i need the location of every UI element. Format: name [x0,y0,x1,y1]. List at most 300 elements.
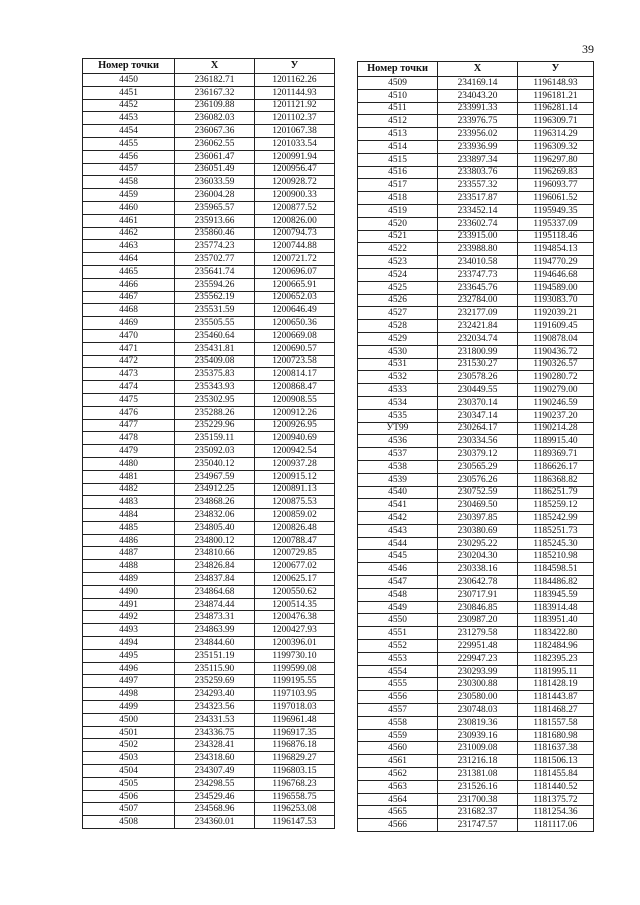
table-row [358,77,594,90]
x-coordinate-cell: 235702.77 [175,253,255,266]
point-number-cell: 4563 [358,780,438,793]
x-coordinate-cell: 235594.26 [175,278,255,291]
x-coordinate-cell: 235040.12 [175,457,255,470]
point-number-cell: 4472 [83,355,175,368]
x-coordinate-cell: 230846.85 [438,601,518,614]
x-coordinate-cell: 235409.08 [175,355,255,368]
x-coordinate-cell: 235259.69 [175,675,255,688]
point-number-cell: 4566 [358,819,438,832]
y-coordinate-cell: 1200476.38 [255,611,335,624]
point-number-cell: 4543 [358,524,438,537]
x-coordinate-cell: 233645.76 [438,281,518,294]
table-row [358,204,594,217]
x-coordinate-cell: 230580.00 [438,691,518,704]
point-number-cell: 4490 [83,585,175,598]
point-number-cell: 4534 [358,396,438,409]
x-coordinate-cell: 234837.84 [175,573,255,586]
x-coordinate-cell: 236167.32 [175,86,255,99]
y-coordinate-cell: 1200677.02 [255,560,335,573]
table-row [358,486,594,499]
y-coordinate-cell: 1200690.57 [255,342,335,355]
table-row [358,281,594,294]
table-row [83,739,335,752]
x-coordinate-cell: 230449.55 [438,384,518,397]
header-point-number: Номер точки [358,62,438,77]
point-number-cell: 4463 [83,240,175,253]
y-coordinate-cell: 1193083.70 [518,294,594,307]
point-number-cell: 4485 [83,521,175,534]
table-row [83,483,335,496]
x-coordinate-cell: 230295.22 [438,537,518,550]
y-coordinate-cell: 1200744.88 [255,240,335,253]
y-coordinate-cell: 1200669.08 [255,329,335,342]
point-number-cell: 4467 [83,291,175,304]
x-coordinate-cell: 235288.26 [175,406,255,419]
table-row [83,227,335,240]
table-row [358,115,594,128]
point-number-cell: 4455 [83,137,175,150]
x-coordinate-cell: 234360.01 [175,816,255,829]
point-number-cell: 4504 [83,765,175,778]
y-coordinate-cell: 1183914.48 [518,601,594,614]
x-coordinate-cell: 234529.46 [175,790,255,803]
table-row [83,342,335,355]
point-number-cell: 4517 [358,179,438,192]
point-number-cell: 4532 [358,371,438,384]
table-row [358,345,594,358]
table-row [358,396,594,409]
x-coordinate-cell: 231682.37 [438,806,518,819]
table-row [358,320,594,333]
y-coordinate-cell: 1195337.09 [518,217,594,230]
point-number-cell: 4482 [83,483,175,496]
y-coordinate-cell: 1199195.55 [255,675,335,688]
point-number-cell: 4468 [83,304,175,317]
table-row [358,665,594,678]
x-coordinate-cell: 235375.83 [175,368,255,381]
table-row [83,662,335,675]
x-coordinate-cell: 230748.03 [438,704,518,717]
table-row [83,790,335,803]
x-coordinate-cell: 230642.78 [438,576,518,589]
table-row [83,112,335,125]
table-row [83,406,335,419]
table-row [358,614,594,627]
x-coordinate-cell: 236062.55 [175,137,255,150]
x-coordinate-cell: 234010.58 [438,256,518,269]
y-coordinate-cell: 1194854.13 [518,243,594,256]
y-coordinate-cell: 1195118.46 [518,230,594,243]
table-row [83,521,335,534]
y-coordinate-cell: 1181637.38 [518,742,594,755]
table-row [83,125,335,138]
x-coordinate-cell: 230987.20 [438,614,518,627]
point-number-cell: 4462 [83,227,175,240]
y-coordinate-cell: 1196961.48 [255,713,335,726]
table-row [83,534,335,547]
point-number-cell: 4552 [358,640,438,653]
point-number-cell: 4481 [83,470,175,483]
table-row [358,563,594,576]
point-number-cell: 4549 [358,601,438,614]
y-coordinate-cell: 1190214.28 [518,422,594,435]
y-coordinate-cell: 1200859.02 [255,509,335,522]
x-coordinate-cell: 234043.20 [438,89,518,102]
table-row [83,573,335,586]
point-number-cell: 4548 [358,588,438,601]
x-coordinate-cell: 231279.58 [438,627,518,640]
header-point-number: Номер точки [83,59,175,74]
table-row [83,624,335,637]
table-row [358,153,594,166]
point-number-cell: 4557 [358,704,438,717]
y-coordinate-cell: 1200912.26 [255,406,335,419]
y-coordinate-cell: 1196309.32 [518,140,594,153]
x-coordinate-cell: 230578.26 [438,371,518,384]
y-coordinate-cell: 1194589.00 [518,281,594,294]
x-coordinate-cell: 230819.36 [438,716,518,729]
x-coordinate-cell: 230204.30 [438,550,518,563]
x-coordinate-cell: 236109.88 [175,99,255,112]
table-row [83,419,335,432]
coordinates-table-right [357,61,594,832]
x-coordinate-cell: 236182.71 [175,74,255,87]
table-row [83,189,335,202]
x-coordinate-cell: 229947.23 [438,652,518,665]
table-row [83,675,335,688]
point-number-cell: 4456 [83,150,175,163]
table-row [83,701,335,714]
y-coordinate-cell: 1200794.73 [255,227,335,240]
x-coordinate-cell: 235092.03 [175,445,255,458]
point-number-cell: 4452 [83,99,175,112]
y-coordinate-cell: 1196061.52 [518,192,594,205]
y-coordinate-cell: 1182484.96 [518,640,594,653]
table-row [358,179,594,192]
table-row [358,537,594,550]
x-coordinate-cell: 231800.99 [438,345,518,358]
y-coordinate-cell: 1196314.29 [518,128,594,141]
table-header-row [358,62,594,77]
table-row [83,598,335,611]
table-row [358,588,594,601]
y-coordinate-cell: 1185210.98 [518,550,594,563]
x-coordinate-cell: 230347.14 [438,409,518,422]
x-coordinate-cell: 230939.16 [438,729,518,742]
x-coordinate-cell: 230300.88 [438,678,518,691]
y-coordinate-cell: 1185245.30 [518,537,594,550]
y-coordinate-cell: 1200625.17 [255,573,335,586]
y-coordinate-cell: 1196558.75 [255,790,335,803]
x-coordinate-cell: 236004.28 [175,189,255,202]
table-row [358,819,594,832]
y-coordinate-cell: 1190279.00 [518,384,594,397]
y-coordinate-cell: 1185242.99 [518,512,594,525]
point-number-cell: 4465 [83,265,175,278]
y-coordinate-cell: 1183422.80 [518,627,594,640]
y-coordinate-cell: 1183945.59 [518,588,594,601]
point-number-cell: 4561 [358,755,438,768]
table-row [358,140,594,153]
x-coordinate-cell: 234864.68 [175,585,255,598]
table-row [358,371,594,384]
x-coordinate-cell: 233747.73 [438,268,518,281]
table-row [358,89,594,102]
y-coordinate-cell: 1196917.35 [255,726,335,739]
point-number-cell: 4535 [358,409,438,422]
table-row [83,150,335,163]
point-number-cell: 4450 [83,74,175,87]
point-number-cell: 4516 [358,166,438,179]
table-row [83,137,335,150]
x-coordinate-cell: 234810.66 [175,547,255,560]
table-row [83,816,335,829]
x-coordinate-cell: 230397.85 [438,512,518,525]
y-coordinate-cell: 1200814.17 [255,368,335,381]
point-number-cell: 4479 [83,445,175,458]
y-coordinate-cell: 1183951.40 [518,614,594,627]
point-number-cell: 4522 [358,243,438,256]
point-number-cell: 4457 [83,163,175,176]
x-coordinate-cell: 233557.32 [438,179,518,192]
point-number-cell: 4474 [83,381,175,394]
y-coordinate-cell: 1184598.51 [518,563,594,576]
header-y: У [518,62,594,77]
y-coordinate-cell: 1201102.37 [255,112,335,125]
point-number-cell: 4475 [83,393,175,406]
point-number-cell: 4523 [358,256,438,269]
table-row [358,627,594,640]
y-coordinate-cell: 1200646.49 [255,304,335,317]
table-row [83,74,335,87]
point-number-cell: 4547 [358,576,438,589]
table-row [83,752,335,765]
table-row [358,793,594,806]
table-row [83,86,335,99]
y-coordinate-cell: 1201067.38 [255,125,335,138]
x-coordinate-cell: 234328.41 [175,739,255,752]
x-coordinate-cell: 234826.84 [175,560,255,573]
x-coordinate-cell: 231216.18 [438,755,518,768]
point-number-cell: 4493 [83,624,175,637]
x-coordinate-cell: 236067.36 [175,125,255,138]
table-row [358,422,594,435]
point-number-cell: 4541 [358,499,438,512]
table-row [358,294,594,307]
y-coordinate-cell: 1186626.17 [518,460,594,473]
table-header-row [83,59,335,74]
point-number-cell: 4487 [83,547,175,560]
x-coordinate-cell: 231009.08 [438,742,518,755]
point-number-cell: 4483 [83,496,175,509]
x-coordinate-cell: 229951.48 [438,640,518,653]
y-coordinate-cell: 1201162.26 [255,74,335,87]
table-row [83,163,335,176]
point-number-cell: 4545 [358,550,438,563]
x-coordinate-cell: 234336.75 [175,726,255,739]
x-coordinate-cell: 232177.09 [438,307,518,320]
y-coordinate-cell: 1190326.57 [518,358,594,371]
table-row [358,460,594,473]
table-row [358,268,594,281]
point-number-cell: 4528 [358,320,438,333]
table-row [358,601,594,614]
y-coordinate-cell: 1196148.93 [518,77,594,90]
x-coordinate-cell: 234568.96 [175,803,255,816]
table-row [358,652,594,665]
header-x: X [438,62,518,77]
table-row [358,512,594,525]
header-y: У [255,59,335,74]
table-row [83,470,335,483]
x-coordinate-cell: 235431.81 [175,342,255,355]
point-number-cell: 4527 [358,307,438,320]
x-coordinate-cell: 232034.74 [438,332,518,345]
point-number-cell: 4494 [83,637,175,650]
header-x: X [175,59,255,74]
x-coordinate-cell: 234307.49 [175,765,255,778]
x-coordinate-cell: 230370.14 [438,396,518,409]
y-coordinate-cell: 1199599.08 [255,662,335,675]
table-row [83,585,335,598]
point-number-cell: 4550 [358,614,438,627]
point-number-cell: 4491 [83,598,175,611]
point-number-cell: 4505 [83,777,175,790]
y-coordinate-cell: 1200940.69 [255,432,335,445]
table-row [83,803,335,816]
x-coordinate-cell: 230565.29 [438,460,518,473]
table-row [358,192,594,205]
table-row [83,509,335,522]
y-coordinate-cell: 1201033.54 [255,137,335,150]
y-coordinate-cell: 1189915.40 [518,435,594,448]
table-row [358,678,594,691]
y-coordinate-cell: 1200991.94 [255,150,335,163]
y-coordinate-cell: 1184486.82 [518,576,594,589]
table-row [358,384,594,397]
y-coordinate-cell: 1190246.59 [518,396,594,409]
table-row [83,637,335,650]
point-number-cell: 4473 [83,368,175,381]
y-coordinate-cell: 1196876.18 [255,739,335,752]
point-number-cell: 4460 [83,201,175,214]
point-number-cell: 4553 [358,652,438,665]
table-row [83,253,335,266]
point-number-cell: 4565 [358,806,438,819]
x-coordinate-cell: 235229.96 [175,419,255,432]
y-coordinate-cell: 1200915.12 [255,470,335,483]
table-row [358,499,594,512]
table-row [83,445,335,458]
x-coordinate-cell: 231526.16 [438,780,518,793]
x-coordinate-cell: 234800.12 [175,534,255,547]
point-number-cell: 4529 [358,332,438,345]
point-number-cell: 4510 [358,89,438,102]
table-row [83,99,335,112]
y-coordinate-cell: 1200900.33 [255,189,335,202]
table-row [83,329,335,342]
table-row [358,166,594,179]
table-row [83,611,335,624]
table-row [83,176,335,189]
x-coordinate-cell: 231747.57 [438,819,518,832]
table-row [358,256,594,269]
y-coordinate-cell: 1201144.93 [255,86,335,99]
y-coordinate-cell: 1181506.13 [518,755,594,768]
y-coordinate-cell: 1196253.08 [255,803,335,816]
x-coordinate-cell: 234169.14 [438,77,518,90]
y-coordinate-cell: 1196309.71 [518,115,594,128]
point-number-cell: 4495 [83,649,175,662]
point-number-cell: 4489 [83,573,175,586]
point-number-cell: 4451 [83,86,175,99]
y-coordinate-cell: 1181557.58 [518,716,594,729]
y-coordinate-cell: 1201121.92 [255,99,335,112]
x-coordinate-cell: 235151.19 [175,649,255,662]
y-coordinate-cell: 1181117.06 [518,819,594,832]
x-coordinate-cell: 233976.75 [438,115,518,128]
y-coordinate-cell: 1200956.47 [255,163,335,176]
y-coordinate-cell: 1197103.95 [255,688,335,701]
table-row [83,381,335,394]
table-row [83,265,335,278]
point-number-cell: 4533 [358,384,438,397]
x-coordinate-cell: 234912.25 [175,483,255,496]
x-coordinate-cell: 233936.99 [438,140,518,153]
table-row [83,393,335,406]
y-coordinate-cell: 1182395.23 [518,652,594,665]
x-coordinate-cell: 235159.11 [175,432,255,445]
x-coordinate-cell: 234832.06 [175,509,255,522]
point-number-cell: 4464 [83,253,175,266]
point-number-cell: 4509 [358,77,438,90]
y-coordinate-cell: 1190436.72 [518,345,594,358]
y-coordinate-cell: 1181443.87 [518,691,594,704]
point-number-cell: 4524 [358,268,438,281]
table-row [83,317,335,330]
table-row [83,560,335,573]
point-number-cell: 4531 [358,358,438,371]
x-coordinate-cell: 233991.33 [438,102,518,115]
point-number-cell: 4469 [83,317,175,330]
table-row [358,742,594,755]
table-row [358,243,594,256]
x-coordinate-cell: 233602.74 [438,217,518,230]
y-coordinate-cell: 1194770.29 [518,256,594,269]
table-row [83,304,335,317]
table-row [358,780,594,793]
x-coordinate-cell: 231530.27 [438,358,518,371]
table-row [83,240,335,253]
x-coordinate-cell: 230334.56 [438,435,518,448]
x-coordinate-cell: 234805.40 [175,521,255,534]
table-row [358,435,594,448]
x-coordinate-cell: 230576.26 [438,473,518,486]
table-row [83,432,335,445]
y-coordinate-cell: 1196297.80 [518,153,594,166]
y-coordinate-cell: 1200926.95 [255,419,335,432]
point-number-cell: 4558 [358,716,438,729]
y-coordinate-cell: 1186251.79 [518,486,594,499]
x-coordinate-cell: 233915.00 [438,230,518,243]
x-coordinate-cell: 235505.55 [175,317,255,330]
point-number-cell: 4551 [358,627,438,640]
x-coordinate-cell: 235913.66 [175,214,255,227]
x-coordinate-cell: 235641.74 [175,265,255,278]
point-number-cell: 4515 [358,153,438,166]
point-number-cell: 4496 [83,662,175,675]
table-row [83,765,335,778]
